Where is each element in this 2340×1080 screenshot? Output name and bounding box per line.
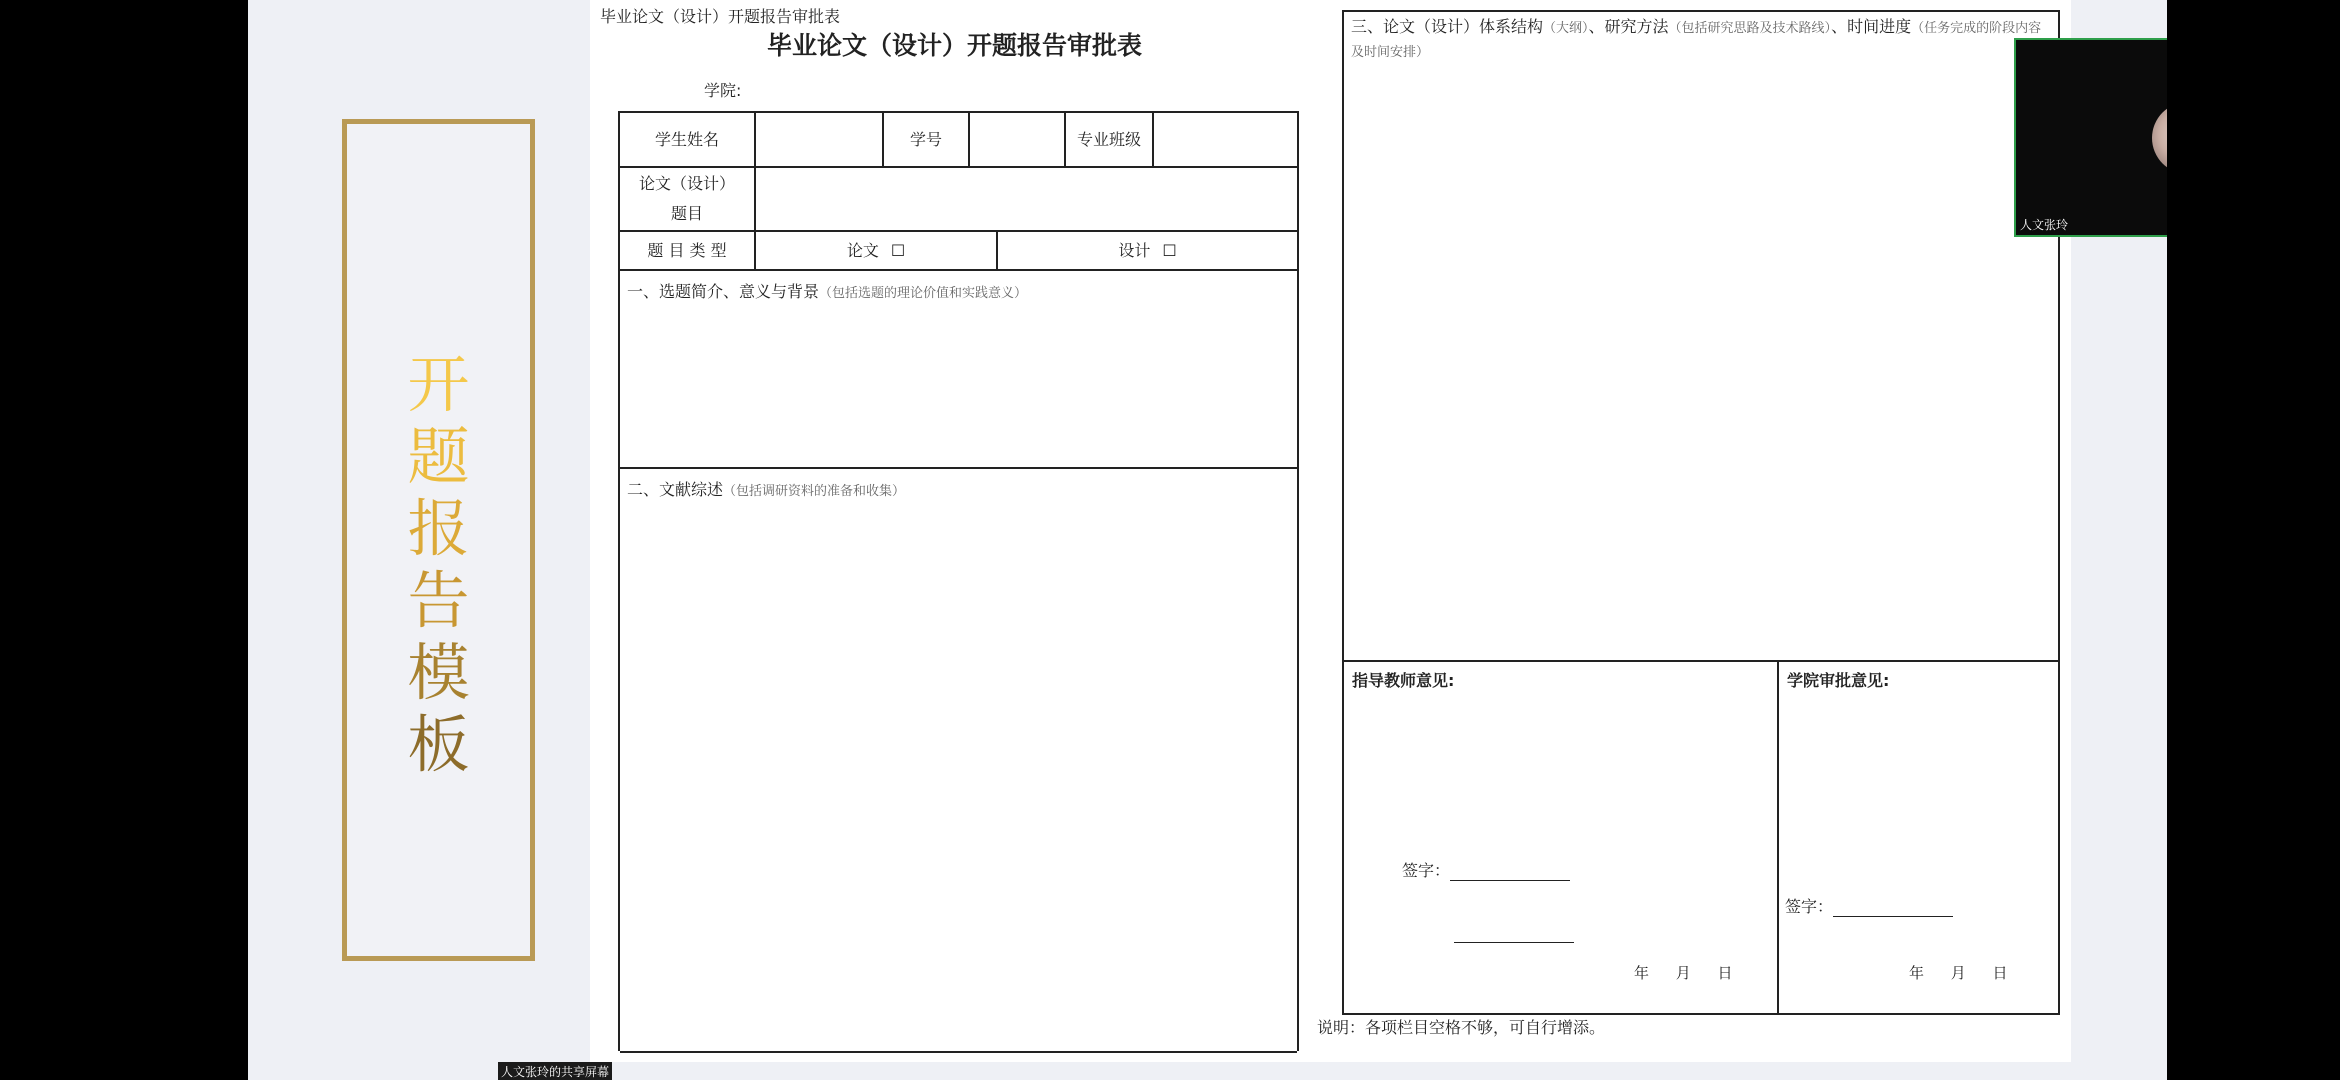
participant-avatar [2152,102,2167,174]
advisor-opinion-box[interactable] [1344,662,1779,1015]
banner-char: 板 [407,708,470,781]
option-thesis-label: 论文 [846,240,879,260]
opinion-row [1344,660,2058,1015]
outline-section[interactable] [1342,10,2060,1015]
template-banner [342,119,535,961]
banner-char: 开 [407,348,470,421]
section3-title-b: 、研究方法 [1588,17,1669,36]
thesis-checkbox[interactable]: ☐ [890,240,906,260]
major-class-field[interactable] [1154,113,1297,166]
topic-type-row [620,232,1297,271]
participant-name: 人文张玲 [2020,218,2069,232]
option-thesis[interactable] [756,232,998,269]
college-signature-line[interactable] [1833,901,1953,917]
banner-char: 告 [407,564,470,637]
thesis-title-label-line1: 论文（设计） [638,174,735,193]
section3-hint-b: （包括研究思路及技术路线） [1668,21,1832,36]
section1-hint: （包括选题的理论价值和实践意义） [819,286,1028,301]
participant-video-tile[interactable] [2014,38,2167,237]
student-name-field[interactable] [756,113,884,166]
student-id-field[interactable] [970,113,1066,166]
section-background[interactable] [620,271,1297,469]
section3-hint-c: （任务完成的阶段内容及时间安排） [1351,21,2042,60]
screen-share-label: 人文张玲的共享屏幕 [498,1062,612,1080]
section2-heading [627,477,905,500]
college-label: 学院: [704,81,742,100]
advisor-date: 年 月 日 [1634,964,1733,982]
thesis-title-row [620,168,1297,232]
form-title: 毕业论文（设计）开题报告审批表 [766,31,1142,60]
topic-type-label: 题 目 类 型 [620,232,756,269]
advisor-signature [1402,858,1570,881]
section2-hint: （包括调研资料的准备和收集） [723,484,906,499]
document-page-2 [1312,0,2071,1062]
advisor-signature-line[interactable] [1450,865,1570,881]
advisor-signature-label: 签字： [1402,861,1451,880]
section3-title-c: 、时间进度 [1831,17,1912,36]
student-id-label: 学号 [884,113,970,166]
thesis-title-field[interactable] [756,168,1297,230]
major-class-label: 专业班级 [1066,113,1154,166]
section1-heading [627,279,1027,302]
banner-char: 模 [407,636,470,709]
advisor-opinion-title: 指导教师意见: [1352,671,1455,690]
section2-title: 二、文献综述 [627,480,724,499]
banner-char: 报 [407,492,470,565]
banner-title [347,349,530,781]
banner-char: 题 [407,420,470,493]
form-note: 说明：各项栏目空格不够，可自行增添。 [1317,1018,1606,1037]
student-name-label: 学生姓名 [620,113,756,166]
college-date: 年 月 日 [1909,964,2008,982]
shared-screen [248,0,2167,1080]
college-opinion-box[interactable] [1779,662,2058,1015]
section1-title: 一、选题简介、意义与背景 [627,282,820,301]
option-design-label: 设计 [1118,240,1151,260]
section3-hint-a: （大纲） [1543,21,1589,36]
thesis-title-label [620,168,756,230]
design-checkbox[interactable]: ☐ [1162,240,1177,260]
college-signature-label: 签字： [1785,897,1834,916]
college-opinion-title: 学院审批意见: [1787,671,1890,690]
thesis-title-label-line2: 题目 [670,204,703,223]
document-page-1 [590,0,1319,1062]
section3-title-a: 三、论文（设计）体系结构 [1351,17,1544,36]
advisor-signature-line-2[interactable] [1454,927,1574,943]
page-header: 毕业论文（设计）开题报告审批表 [600,7,841,26]
student-info-row [620,113,1297,168]
college-signature [1785,894,1953,917]
option-design[interactable] [998,232,1297,269]
section3-heading [1351,16,2051,64]
approval-form-table [618,111,1299,1051]
section-literature-review[interactable] [620,469,1297,1053]
advisor-signature-second [1454,924,1574,943]
